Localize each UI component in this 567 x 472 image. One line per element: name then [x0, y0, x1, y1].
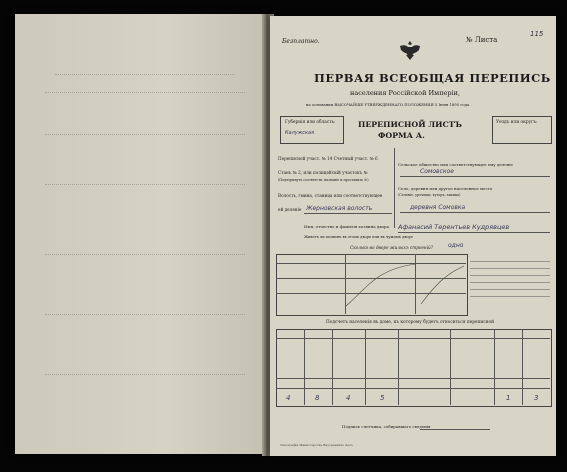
owner-label: Имя, отчество и фамилiя хозяина двора — [304, 224, 389, 229]
subtitle-decree: на основании ВЫСОЧАЙШЕ УТВЕРЖДЕННАГО ПОЛОЖЕНИЯ 5 Iюня 1895 года. — [306, 102, 471, 107]
residents-col — [304, 329, 305, 405]
left-page — [15, 14, 268, 454]
stan-label: Станъ № 2, или полицейскiй участокъ № — [278, 170, 368, 175]
bleed-through-line — [45, 314, 245, 315]
table-cell-value: 8 — [315, 394, 320, 402]
side-note-line — [470, 268, 550, 269]
residents-col — [522, 329, 523, 405]
bleed-through-line — [45, 374, 245, 375]
residents-col — [398, 329, 399, 405]
table-cell-value: 3 — [534, 394, 539, 402]
side-note-line — [470, 261, 550, 262]
residents-table-header-row — [276, 338, 550, 339]
residents-col — [332, 329, 333, 405]
residents-col — [365, 329, 366, 405]
obshchestvo-line — [400, 176, 550, 177]
form-a-label: ФОРМА А. — [378, 131, 425, 140]
owner-value: Афанасий Терентьев Кудрявцев — [398, 223, 510, 231]
buildings-value: одно — [448, 242, 464, 249]
bleed-through-line — [45, 184, 245, 185]
side-note-line — [470, 296, 550, 297]
strike-through-lines — [276, 254, 466, 314]
residents-table-footer-row — [276, 388, 550, 389]
residents-table-values-row — [276, 378, 550, 379]
volost-value: Жерновская волость — [306, 205, 373, 212]
side-note-line — [470, 275, 550, 276]
column-divider — [394, 148, 395, 228]
subtitle: населения Россiйской Имперiи, — [350, 89, 461, 97]
selenie-label: Село, деревня или другое населенное место — [398, 186, 493, 191]
stan-note: (Подчеркнуть соответств. названiе и проставить №) — [278, 178, 369, 182]
uchastok-label: Переписной участ. № 14 Счетный участ. № 6 — [278, 156, 378, 161]
table-cell-value: 1 — [506, 394, 511, 402]
bleed-through-line — [45, 134, 245, 135]
sheet-number-label: № Листа — [466, 36, 498, 44]
buildings-label: Сколько во дворе жилыхъ строенiй? — [350, 245, 433, 250]
residents-table-title: Подсчетъ населенiя въ доме, къ которому будетъ относиться переписной — [326, 320, 494, 325]
counter-signature-label: Подпись счетчика, собиравшаго сведенiя — [342, 424, 431, 429]
selenie-line — [400, 212, 550, 213]
bleed-through-line — [45, 92, 245, 93]
table-cell-value: 4 — [286, 394, 291, 402]
side-note-line — [470, 282, 550, 283]
side-note-line — [470, 289, 550, 290]
census-form-page — [270, 16, 556, 456]
printer-note: Типографiя Министерства Внутреннихъ Делъ — [280, 443, 354, 447]
gubernia-label: Губернiя или область: — [285, 120, 336, 125]
table-cell-value: 5 — [380, 394, 385, 402]
bleed-through-line — [55, 74, 235, 75]
owner-line — [398, 232, 550, 233]
residents-col — [450, 329, 451, 405]
selenie-note: (Селенiе, урочище, хуторъ, заимка) — [398, 193, 461, 197]
owner-lives-label: Живетъ ли хозяинъ въ этомъ дворе или въ чужомъ дворе — [304, 235, 413, 239]
signature-line — [420, 429, 490, 430]
volost-label: Волость, гмина, станица или соответствующее — [278, 193, 383, 198]
volost-label-2: ей деленiе — [278, 207, 302, 212]
obshchestvo-value: Сомовское — [420, 168, 454, 175]
table-cell-value: 4 — [346, 394, 351, 402]
sheet-number-value: 115 — [530, 30, 544, 38]
bleed-through-line — [45, 254, 245, 255]
uezd-label: Уездъ или округъ: — [496, 120, 538, 125]
census-sheet-label: ПЕРЕПИСНОЙ ЛИСТЪ — [358, 120, 463, 129]
gubernia-value: Калужская — [285, 130, 315, 136]
main-title: ПЕРВАЯ ВСЕОБЩАЯ ПЕРЕПИСЬ — [314, 71, 551, 85]
volost-line — [304, 213, 392, 214]
selenie-value: деревня Сомовка — [410, 204, 466, 211]
free-label: Безплатно. — [282, 38, 320, 45]
residents-col — [494, 329, 495, 405]
obshchestvo-label: Сельское общество или соответствующее ему деленiе — [398, 162, 513, 167]
imperial-eagle-emblem — [397, 38, 423, 64]
